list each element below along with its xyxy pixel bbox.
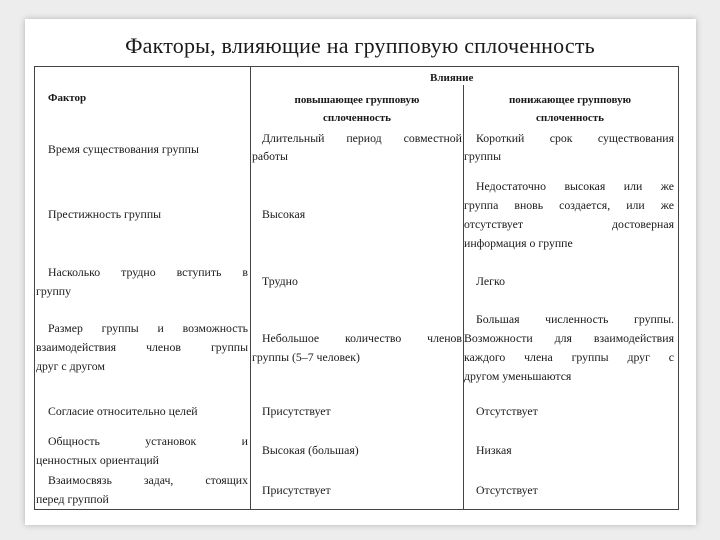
row-2-decreasing-line4: информация о группе [464, 236, 573, 250]
row-5-increasing-line1: Присутствует [262, 404, 331, 418]
page-title: Факторы, влияющие на групповую сплоченность [125, 33, 595, 58]
row-4-decreasing-line4: другом уменьшаются [464, 369, 572, 383]
row-1-increasing-line1: Длительный период совместной [262, 131, 462, 145]
row-1-factor-line1: Время существования группы [48, 142, 199, 156]
row-3-factor-line1: Насколько трудно вступить в [48, 265, 248, 279]
row-1-increasing-line2: работы [252, 149, 288, 163]
row-4-decreasing-line2: Возможности для взаимодействия [464, 331, 674, 345]
row-7-factor-line1: Взаимосвязь задач, стоящих [48, 473, 248, 487]
row-1-decreasing-line1: Короткий срок существования [476, 131, 674, 145]
row-7-decreasing-line1: Отсутствует [476, 483, 538, 497]
row-4-decreasing-line1: Большая численность группы. [476, 312, 674, 326]
row-3-factor-line2: группу [36, 284, 72, 298]
row-7-factor-line2: перед группой [36, 492, 109, 506]
header-increasing-line2: сплоченность [323, 112, 391, 124]
header-factor: Фактор [48, 92, 87, 104]
row-6-increasing-line1: Высокая (большая) [262, 443, 359, 457]
header-decreasing-line1: понижающее групповую [508, 94, 632, 106]
row-4-increasing-line1: Небольшое количество членов [262, 331, 462, 345]
row-4-increasing-line2: группы (5–7 человек) [252, 350, 360, 364]
row-7-increasing-line1: Присутствует [262, 483, 331, 497]
row-6-factor-line1: Общность установок и [48, 434, 248, 448]
row-4-factor-line1: Размер группы и возможность [48, 321, 248, 335]
header-decreasing-line2: сплоченность [536, 112, 604, 124]
row-2-decreasing-line2: группа вновь создается, или же [464, 198, 674, 212]
row-1-decreasing-line2: группы [464, 149, 502, 163]
header-influence: Влияние [430, 72, 474, 84]
row-5-decreasing-line1: Отсутствует [476, 404, 538, 418]
row-2-increasing-line1: Высокая [262, 207, 306, 221]
column-divider [250, 67, 251, 509]
header-increasing-line1: повышающее групповую [294, 94, 420, 106]
row-3-decreasing-line1: Легко [476, 274, 506, 288]
row-2-factor-line1: Престижность группы [48, 207, 162, 221]
row-2-decreasing-line3: отсутствует достоверная [464, 217, 674, 231]
row-5-factor-line1: Согласие относительно целей [48, 404, 198, 418]
row-4-decreasing-line3: каждого члена группы друг с [464, 350, 674, 364]
row-6-factor-line2: ценностных ориентаций [36, 453, 159, 467]
row-2-decreasing-line1: Недостаточно высокая или же [476, 179, 674, 193]
row-3-increasing-line1: Трудно [262, 274, 298, 288]
row-4-factor-line2: взаимодействия членов группы [36, 340, 248, 354]
row-6-decreasing-line1: Низкая [476, 443, 512, 457]
row-4-factor-line3: друг с другом [36, 359, 105, 373]
